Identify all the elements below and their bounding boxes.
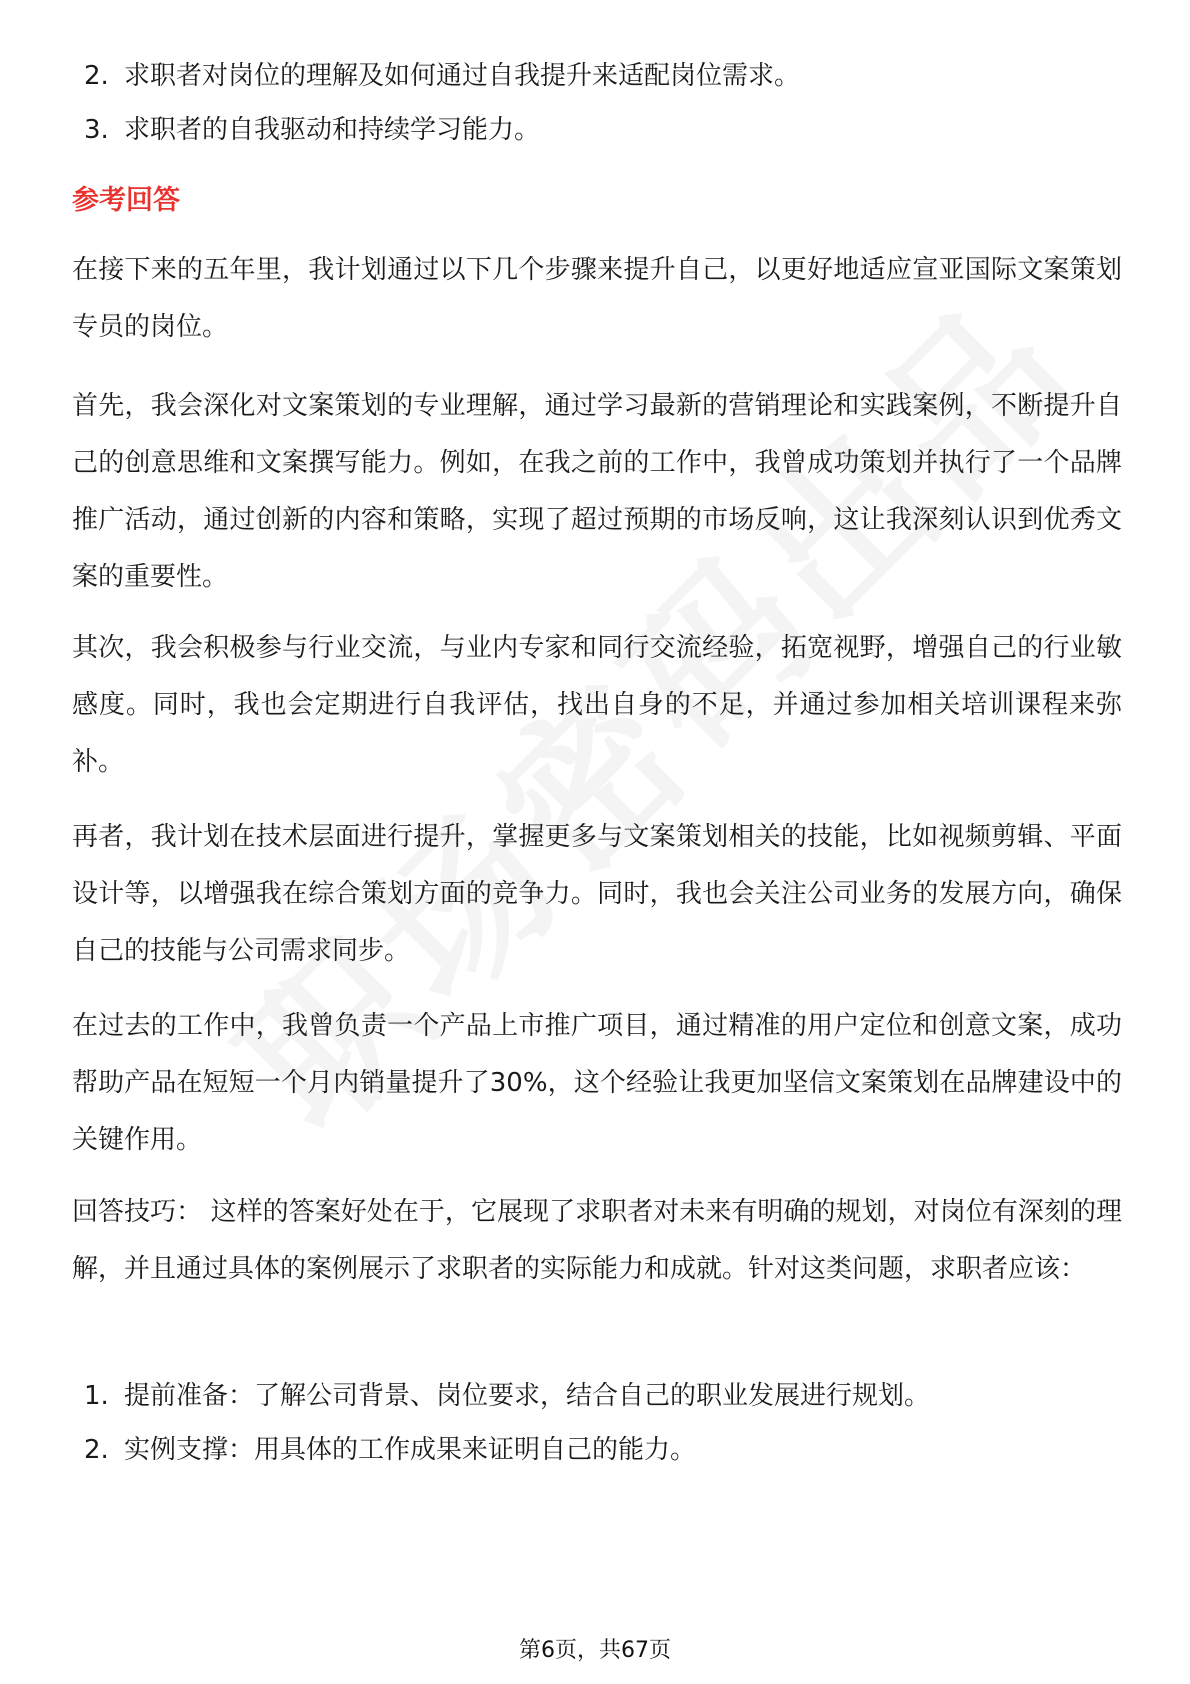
list-text: 实例支撑：用具体的工作成果来证明自己的能力。 [124,1435,697,1465]
paragraph: 首先，我会深化对文案策划的专业理解，通过学习最新的营销理论和实践案例，不断提升自己的创意思维和文案撰写能力。例如，在我之前的工作中，我曾成功策划并执行了一个品牌推广活动，通过创新的内容和策略，实现了超过预期的市场反响，这让我深刻认识到优秀文案的重要性。 [72,391,1122,592]
page-footer: 第6页，共67页 [519,1638,671,1663]
list-item [84,1432,696,1468]
list-item [84,112,540,148]
paragraph: 其次，我会积极参与行业交流，与业内专家和同行交流经验，拓宽视野，增强自己的行业敏感度。同时，我也会定期进行自我评估，找出自身的不足，并通过参加相关培训课程来弥补。 [72,633,1122,777]
list-item [84,1378,930,1414]
list-number: 3. [84,115,109,145]
list-text: 提前准备：了解公司背景、岗位要求，结合自己的职业发展进行规划。 [124,1381,931,1411]
list-number: 1. [84,1381,109,1411]
list-number: 2. [84,1435,109,1465]
tips-paragraph: 回答技巧： 这样的答案好处在于，它展现了求职者对未来有明确的规划，对岗位有深刻的理解，并且通过具体的案例展示了求职者的实际能力和成就。针对这类问题，求职者应该： [72,1197,1122,1284]
list-item [84,58,800,94]
list-number: 2. [84,61,109,91]
paragraph: 在过去的工作中，我曾负责一个产品上市推广项目，通过精准的用户定位和创意文案，成功帮助产品在短短一个月内销量提升了30%，这个经验让我更加坚信文案策划在品牌建设中的关键作用。 [72,1011,1122,1155]
paragraph: 再者，我计划在技术层面进行提升，掌握更多与文案策划相关的技能，比如视频剪辑、平面设计等，以增强我在综合策划方面的竞争力。同时，我也会关注公司业务的发展方向，确保自己的技能与公司需求同步。 [72,822,1122,966]
list-text: 求职者的自我驱动和持续学习能力。 [124,115,541,145]
answer-heading: 参考回答 [72,185,180,216]
paragraph: 在接下来的五年里，我计划通过以下几个步骤来提升自己，以更好地适应宣亚国际文案策划专员的岗位。 [72,255,1122,342]
list-text: 求职者对岗位的理解及如何通过自我提升来适配岗位需求。 [124,61,801,91]
